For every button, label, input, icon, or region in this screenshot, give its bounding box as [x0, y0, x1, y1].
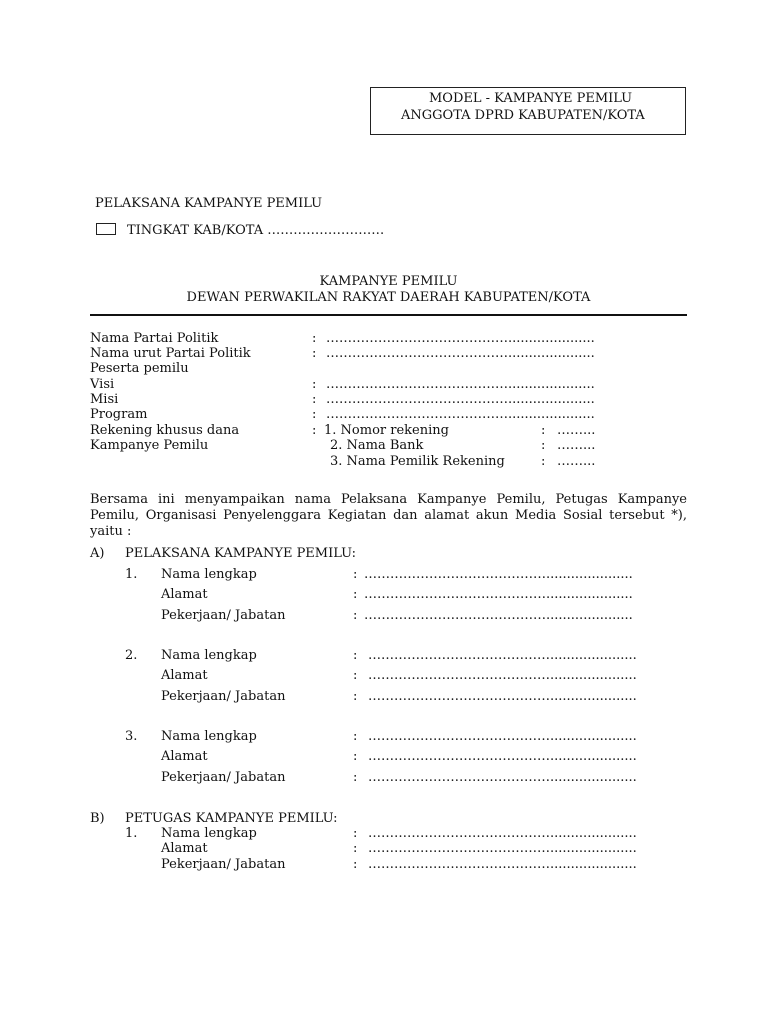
- section-a-title: PELAKSANA KAMPANYE PEMILU:: [125, 546, 357, 561]
- label-nomor-urut: Nama urut Partai Politik: [90, 346, 251, 361]
- label-pekerjaan: Pekerjaan/ Jabatan: [161, 689, 286, 704]
- field-program[interactable]: …………………………………….....................: [326, 407, 595, 422]
- label-program: Program: [90, 407, 148, 422]
- label-nama-bank: 2. Nama Bank: [330, 438, 424, 453]
- field-nama-partai[interactable]: …………………………………….....................: [326, 331, 595, 346]
- label-alamat: Alamat: [161, 841, 208, 856]
- intro-paragraph: Bersama ini menyampaikan nama Pelaksana Kampanye Pemilu, Petugas Kampanye Pemilu, Organisasi Penyelenggara Kegiatan dan alamat akun Media Sosial tersebut *), yaitu :: [90, 492, 687, 539]
- colon: :: [353, 608, 358, 623]
- field-b1-pekerjaan[interactable]: …………………………………….....................: [368, 857, 637, 872]
- label-nama: Nama lengkap: [161, 648, 257, 663]
- colon: :: [353, 689, 358, 704]
- colon: :: [353, 749, 358, 764]
- colon: :: [353, 729, 358, 744]
- pelaksana-heading: PELAKSANA KAMPANYE PEMILU: [95, 196, 323, 211]
- title-rule: [90, 314, 687, 316]
- colon: :: [541, 423, 546, 438]
- colon: :: [353, 770, 358, 785]
- tingkat-label: TINGKAT KAB/KOTA ………………………: [127, 223, 385, 238]
- item-number: 3.: [125, 729, 138, 744]
- label-pemilik: 3. Nama Pemilik Rekening: [330, 454, 505, 469]
- label-pekerjaan: Pekerjaan/ Jabatan: [161, 608, 286, 623]
- field-a3-alamat[interactable]: …………………………………….....................: [368, 749, 637, 764]
- field-nama-bank[interactable]: ……...: [557, 438, 596, 453]
- label-nama: Nama lengkap: [161, 826, 257, 841]
- label-nama-partai: Nama Partai Politik: [90, 331, 219, 346]
- colon: :: [312, 331, 317, 346]
- colon: :: [312, 423, 317, 438]
- label-alamat: Alamat: [161, 749, 208, 764]
- model-title-line2: ANGGOTA DPRD KABUPATEN/KOTA: [401, 108, 645, 123]
- label-alamat: Alamat: [161, 668, 208, 683]
- label-rekening-1: Rekening khusus dana: [90, 423, 240, 438]
- field-nomor-urut[interactable]: …………………………………….....................: [326, 346, 595, 361]
- item-number: 1.: [125, 826, 138, 841]
- field-a2-nama[interactable]: …………………………………….....................: [368, 648, 637, 663]
- field-a3-pekerjaan[interactable]: …………………………………….....................: [368, 770, 637, 785]
- field-b1-nama[interactable]: …………………………………….....................: [368, 826, 637, 841]
- field-a1-nama[interactable]: …………………………………….....................: [364, 567, 633, 582]
- section-b-letter: B): [90, 811, 105, 826]
- item-number: 2.: [125, 648, 138, 663]
- label-nama: Nama lengkap: [161, 729, 257, 744]
- field-pemilik[interactable]: ……...: [557, 454, 596, 469]
- label-alamat: Alamat: [161, 587, 208, 602]
- colon: :: [312, 377, 317, 392]
- colon: :: [353, 857, 358, 872]
- doc-title-line2: DEWAN PERWAKILAN RAKYAT DAERAH KABUPATEN/KOTA: [186, 290, 591, 305]
- colon: :: [353, 567, 358, 582]
- model-title-line1: MODEL - KAMPANYE PEMILU: [429, 91, 633, 106]
- label-nama: Nama lengkap: [161, 567, 257, 582]
- field-a1-alamat[interactable]: …………………………………….....................: [364, 587, 633, 602]
- colon: :: [541, 454, 546, 469]
- section-a-letter: A): [90, 546, 105, 561]
- field-nomor-rekening[interactable]: ……...: [557, 423, 596, 438]
- label-visi: Visi: [90, 377, 115, 392]
- colon: :: [312, 346, 317, 361]
- field-visi[interactable]: …………………………………….....................: [326, 377, 595, 392]
- colon: :: [312, 392, 317, 407]
- colon: :: [353, 668, 358, 683]
- colon: :: [353, 841, 358, 856]
- colon: :: [353, 648, 358, 663]
- label-misi: Misi: [90, 392, 119, 407]
- field-a2-pekerjaan[interactable]: …………………………………….....................: [368, 689, 637, 704]
- colon: :: [353, 587, 358, 602]
- field-misi[interactable]: …………………………………….....................: [326, 392, 595, 407]
- field-a3-nama[interactable]: …………………………………….....................: [368, 729, 637, 744]
- tingkat-checkbox[interactable]: [96, 223, 116, 235]
- label-pekerjaan: Pekerjaan/ Jabatan: [161, 857, 286, 872]
- doc-title-line1: KAMPANYE PEMILU: [319, 274, 458, 289]
- section-b-title: PETUGAS KAMPANYE PEMILU:: [125, 811, 338, 826]
- item-number: 1.: [125, 567, 138, 582]
- label-pekerjaan: Pekerjaan/ Jabatan: [161, 770, 286, 785]
- label-nomor-rekening: 1. Nomor rekening: [324, 423, 449, 438]
- field-a2-alamat[interactable]: …………………………………….....................: [368, 668, 637, 683]
- label-peserta: Peserta pemilu: [90, 361, 189, 376]
- field-b1-alamat[interactable]: …………………………………….....................: [368, 841, 637, 856]
- colon: :: [312, 407, 317, 422]
- colon: :: [353, 826, 358, 841]
- label-rekening-2: Kampanye Pemilu: [90, 438, 209, 453]
- field-a1-pekerjaan[interactable]: …………………………………….....................: [364, 608, 633, 623]
- colon: :: [541, 438, 546, 453]
- model-box: [370, 87, 686, 135]
